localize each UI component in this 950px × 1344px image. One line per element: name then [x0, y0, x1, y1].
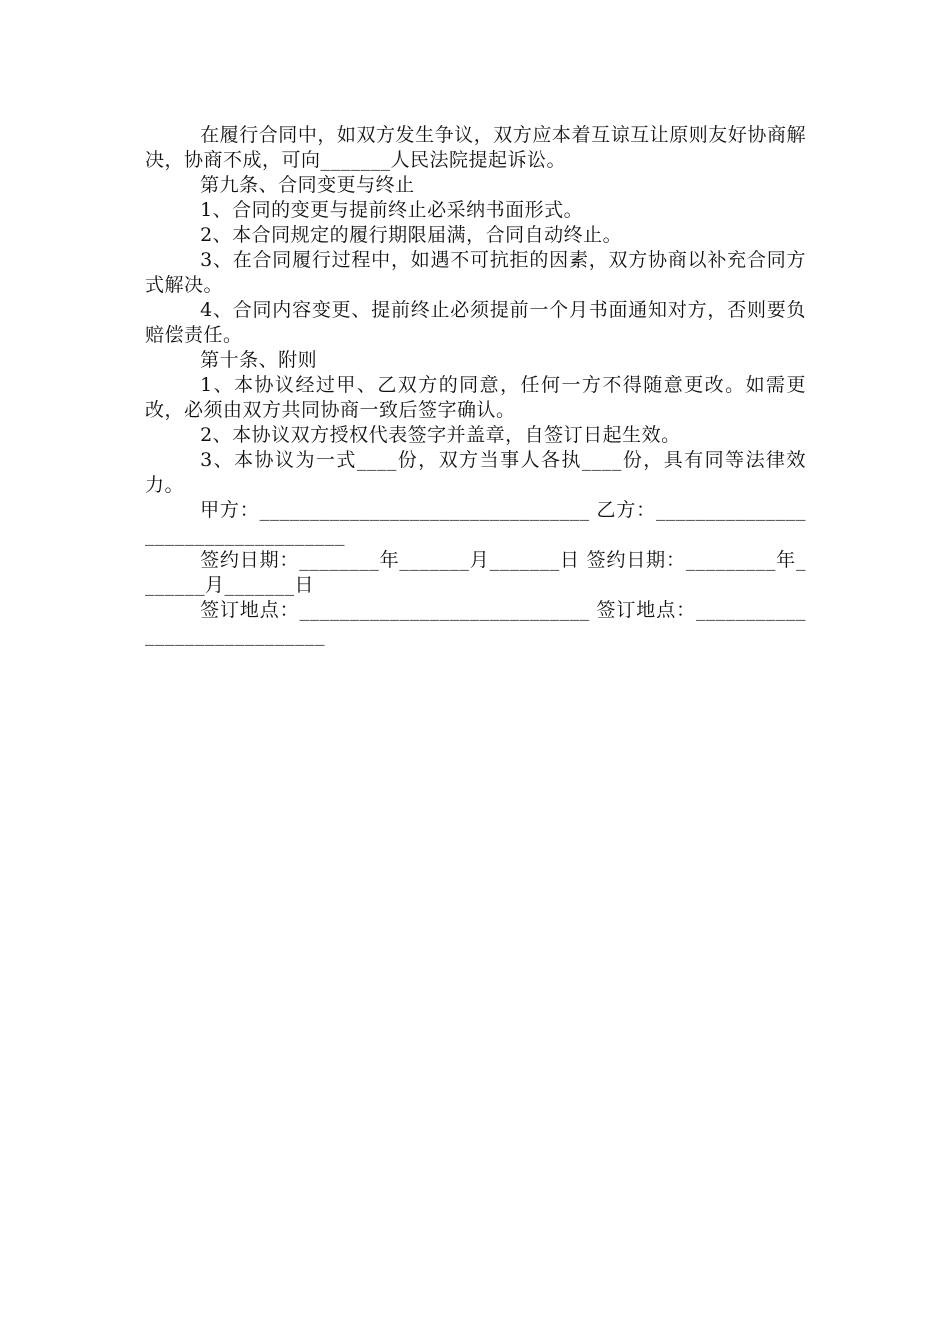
signing-place-line: 签订地点：_____________________________ 签订地点：_____________________________	[145, 599, 806, 646]
article-9-item-3: 3、在合同履行过程中，如遇不可抗拒的因素，双方协商以补充合同方式解决。	[145, 249, 806, 296]
article-10-item-3: 3、本协议为一式____份，双方当事人各执____份，具有同等法律效力。	[145, 449, 806, 496]
contract-page	[145, 123, 806, 648]
signing-date-line: 签约日期：________年_______月_______日 签约日期：_________年_______月_______日	[145, 549, 806, 596]
article-10-heading: 第十条、附则	[200, 349, 318, 371]
article-9-item-1: 1、合同的变更与提前终止必采纳书面形式。	[200, 199, 584, 221]
parties-signature-line: 甲方：_________________________________ 乙方：___________________________________	[145, 499, 806, 546]
article-9-heading: 第九条、合同变更与终止	[200, 174, 415, 196]
article-9-item-4: 4、合同内容变更、提前终止必须提前一个月书面通知对方，否则要负赔偿责任。	[145, 299, 806, 346]
article-9-item-2: 2、本合同规定的履行期限届满，合同自动终止。	[200, 224, 623, 246]
article-10-item-1: 1、本协议经过甲、乙双方的同意，任何一方不得随意更改。如需更改，必须由双方共同协商一致后签字确认。	[145, 374, 806, 421]
dispute-clause: 在履行合同中，如双方发生争议，双方应本着互谅互让原则友好协商解决，协商不成，可向_______人民法院提起诉讼。	[145, 124, 806, 171]
article-10-item-2: 2、本协议双方授权代表签字并盖章，自签订日起生效。	[200, 424, 681, 446]
